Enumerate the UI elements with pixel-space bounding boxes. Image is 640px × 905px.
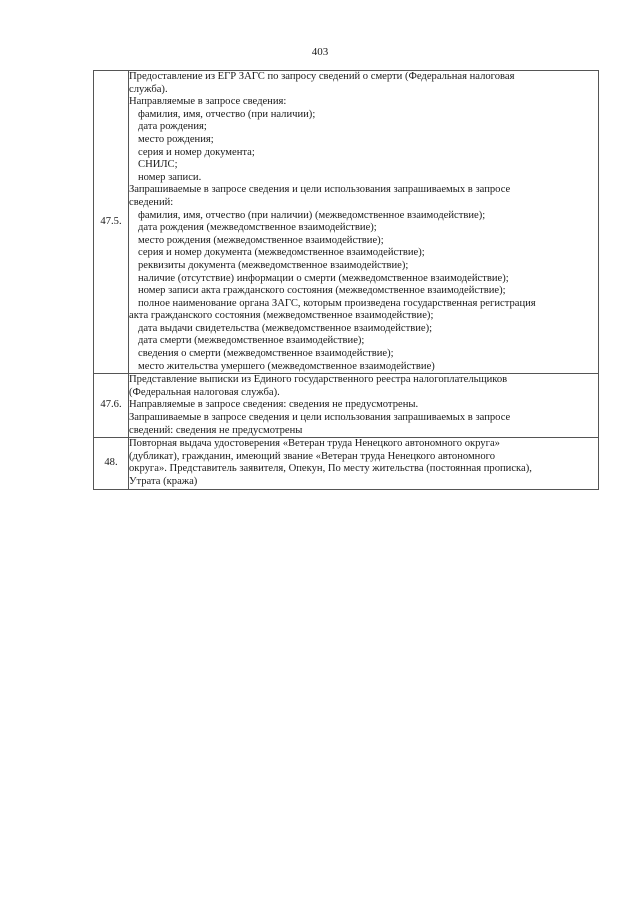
content-line: полное наименование органа ЗАГС, которым произведена государственная регистрация	[138, 297, 536, 309]
content-line: Утрата (кража)	[129, 476, 198, 487]
row-number: 47.6.	[94, 374, 129, 438]
content-line: сведения о смерти (межведомственное взаимодействие);	[138, 348, 394, 360]
table-row	[94, 374, 599, 438]
content-line: сведений: сведения не предусмотрены	[129, 424, 303, 436]
content-line: (дубликат), гражданин, имеющий звание «Ветеран труда Ненецкого автономного	[129, 450, 496, 462]
content-line: номер записи.	[138, 171, 202, 183]
content-line: фамилия, имя, отчество (при наличии);	[138, 108, 316, 120]
table-row	[94, 438, 599, 489]
table-row	[94, 71, 599, 374]
content-line: место рождения (межведомственное взаимодействие);	[138, 234, 384, 246]
content-line: акта гражданского состояния (межведомственное взаимодействие);	[129, 310, 434, 322]
content-line: номер записи акта гражданского состояния (межведомственное взаимодействие);	[138, 285, 506, 297]
row-content	[129, 71, 599, 374]
content-line: наличие (отсутствие) информации о смерти (межведомственное взаимодействие);	[138, 272, 509, 284]
page-number: 403	[311, 46, 329, 58]
content-line: служба).	[129, 83, 168, 95]
content-line: Повторная выдача удостоверения «Ветеран труда Ненецкого автономного округа»	[129, 438, 500, 450]
content-line: Направляемые в запросе сведения:	[129, 96, 287, 108]
content-line: дата выдачи свидетельства (межведомственное взаимодействие);	[138, 322, 433, 334]
content-line: Предоставление из ЕГР ЗАГС по запросу сведений о смерти (Федеральная налоговая	[129, 71, 515, 82]
content-line: серия и номер документа (межведомственное взаимодействие);	[138, 247, 425, 259]
row-number: 48.	[94, 438, 129, 489]
content-line: СНИЛС;	[138, 159, 178, 171]
row-content	[129, 374, 599, 438]
content-line: дата смерти (межведомственное взаимодействие);	[138, 335, 365, 347]
row-number: 47.5.	[94, 71, 129, 374]
content-line: дата рождения (межведомственное взаимодействие);	[138, 222, 377, 234]
content-line: Представление выписки из Единого государственного реестра налогоплательщиков	[129, 374, 508, 386]
row-content	[129, 438, 599, 489]
content-line: реквизиты документа (межведомственное взаимодействие);	[138, 259, 409, 271]
content-line: серия и номер документа;	[138, 146, 255, 158]
content-line: место жительства умершего (межведомственное взаимодействие)	[138, 360, 435, 372]
content-line: дата рождения;	[138, 121, 207, 133]
content-line: Запрашиваемые в запросе сведения и цели использования запрашиваемых в запросе	[129, 184, 511, 196]
content-line: фамилия, имя, отчество (при наличии) (межведомственное взаимодействие);	[138, 209, 486, 221]
content-line: (Федеральная налоговая служба).	[129, 386, 280, 398]
services-table	[93, 70, 599, 490]
content-line: Направляемые в запросе сведения: сведения не предусмотрены.	[129, 399, 419, 411]
content-line: округа». Представитель заявителя, Опекун, По месту жительства (постоянная прописка),	[129, 463, 532, 475]
content-line: место рождения;	[138, 133, 214, 145]
content-line: сведений:	[129, 196, 174, 208]
content-line: Запрашиваемые в запросе сведения и цели использования запрашиваемых в запросе	[129, 412, 511, 424]
